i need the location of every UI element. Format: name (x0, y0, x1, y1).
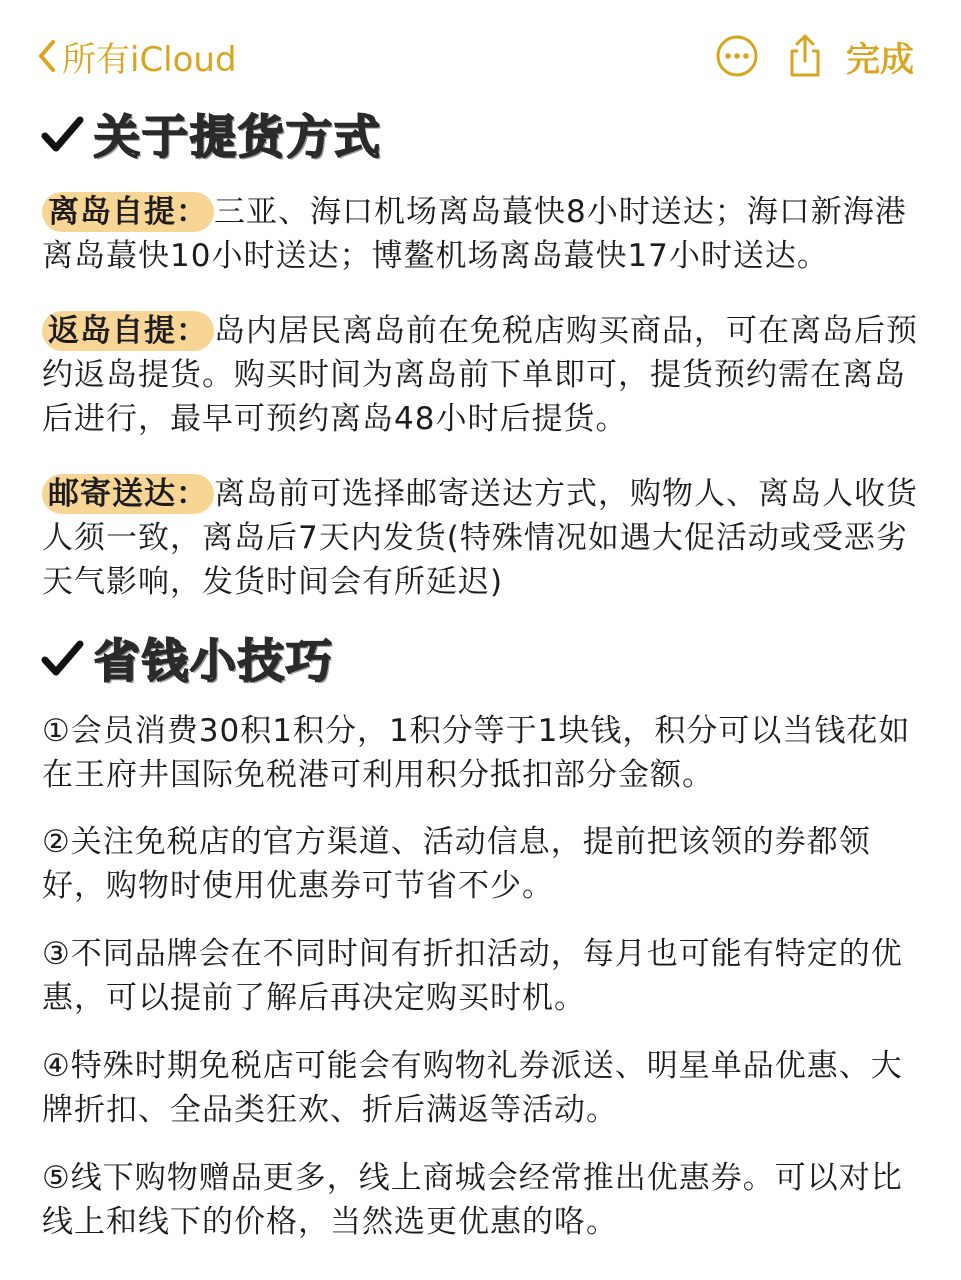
tip-item: ②关注免税店的官方渠道、活动信息，提前把该领的券都领好，购物时使用优惠券可节省不少。 (42, 824, 871, 904)
share-icon (785, 33, 825, 79)
pickup-tag: 离岛自提： (42, 192, 214, 232)
section-title: 关于提货方式 (94, 110, 382, 164)
section-heading-tips (40, 626, 334, 690)
back-button-label: 所有iCloud (62, 39, 237, 80)
checkmark-icon (40, 112, 84, 156)
more-button[interactable] (713, 32, 761, 80)
back-button[interactable] (36, 30, 237, 82)
navigation-bar (0, 0, 961, 112)
pickup-tag: 邮寄送达： (42, 474, 214, 514)
done-button[interactable]: 完成 (846, 39, 914, 80)
more-icon (715, 34, 759, 78)
pickup-text: 三亚、海口机场离岛蕞快8小时送达；海口新海港离岛蕞快10小时送达；博鳌机场离岛蕞快17小时送达。 (42, 194, 907, 274)
pickup-text: 岛内居民离岛前在免税店购买商品，可在离岛后预约返岛提货。购买时间为离岛前下单即可，提货预约需在离岛后进行，最早可预约离岛48小时后提货。 (42, 313, 918, 437)
tip-item: ③不同品牌会在不同时间有折扣活动，每月也可能有特定的优惠，可以提前了解后再决定购买时机。 (42, 936, 903, 1016)
chevron-left-icon (36, 38, 58, 74)
tip-item: ①会员消费30积1积分，1积分等于1块钱，积分可以当钱花如在王府井国际免税港可利用积分抵扣部分金额。 (42, 713, 911, 793)
pickup-text: 离岛前可选择邮寄送达方式，购物人、离岛人收货人须一致，离岛后7天内发货(特殊情况如遇大促活动或受恶劣天气影响，发货时间会有所延迟) (42, 476, 918, 600)
pickup-item-return (42, 309, 934, 441)
checkmark-icon (40, 636, 84, 680)
tip-item: ⑤线下购物赠品更多，线上商城会经常推出优惠券。可以对比线上和线下的价格，当然选更优惠的咯。 (42, 1160, 903, 1240)
section-title: 省钱小技巧 (94, 634, 334, 688)
tip-item: ④特殊时期免税店可能会有购物礼券派送、明星单品优惠、大牌折扣、全品类狂欢、折后满返等活动。 (42, 1048, 903, 1128)
pickup-item-mail (42, 472, 934, 604)
share-button[interactable] (781, 32, 829, 80)
pickup-tag: 返岛自提： (42, 311, 214, 351)
pickup-item-departure (42, 190, 934, 278)
section-heading-pickup (40, 102, 382, 166)
